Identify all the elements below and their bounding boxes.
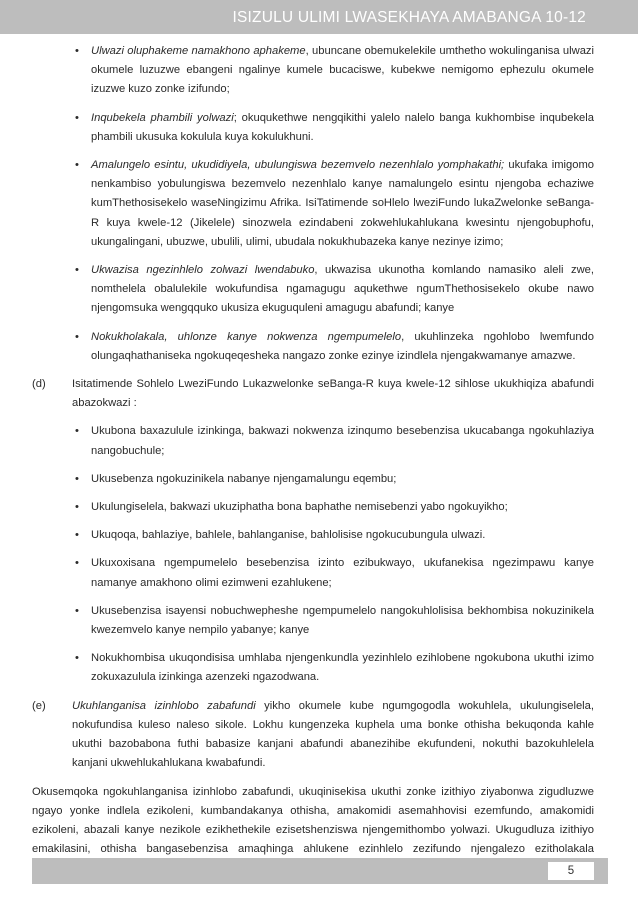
list-item: • Ukuxoxisana ngempumelelo besebenzisa izinto ezibukwayo, ukufanekisa ngezimpawu kanye namanye amakhono olimi ezimweni ezahlukene; — [75, 557, 594, 589]
page-footer — [32, 858, 608, 884]
section-label: (e) — [32, 699, 46, 712]
document-title: ISIZULU ULIMI LWASEKHAYA AMABANGA 10-12 — [232, 9, 586, 26]
list-item: • Ulwazi oluphakeme namakhono aphakeme, ubuncane obemukelekile umthetho wokulinganisa ulwazi okumele luzuzwe ebangeni ngalinye kumele bucaciswe, kubekwe nemigomo ephezulu okumele izuzwe kuzo zonke izifundo; — [75, 45, 595, 96]
closing-paragraph: Okusemqoka ngokuhlanganisa izinhlobo zabafundi, ukuqinisekisa ukuthi zonke izithiyo ziyabonwa zigudluzwe ngayo yonke indlela ezikoleni, kumbandakanya othisha, amakomidi asemahhovisi ezemfundo, amakomidi ezikoleni, abazali kanye nezikole ezikhethekile ezisetshenziswa njengemithombo yolwazi. Ukugudluza izithiyo emakilasini, othisha bangasebenzisa amaqhinga ahlukene ezinhlelo zezifundo njengalezo ezitholakala — [32, 783, 594, 879]
list-item: • Amalungelo esintu, ukudidiyela, ubulungiswa bezemvelo nezenhlalo yomphakathi; ukufaka imigomo nenkambiso yobulungiswa bezemvelo nezenhlalo kanye namalungelo esintu njengoba echaziwe kumThethosisekelo waseNingizimu Afrika. IsiTatimende soHlelo lweziFundo lukaZwelonke seBanga-R kuya kwele-12 (Jikelele) sinozwela ezindabeni zokwehlukahlukana kwesintu njengobuphofu, ukungalingani, ubuzwe, ubulili, ulimi, ubudala nokukhubazeka kanye nezinye izimo; — [75, 159, 594, 248]
page-content — [32, 42, 594, 879]
list-item: • Nokukholakala, uhlonze kanye nokwenza ngempumelelo, ukuhlinzeka ngohlobo lwemfundo olungaqhathaniseka ngokuqeqesheka nangazo zonke ezinye izindlela njengakwamanye amazwe. — [75, 330, 594, 362]
list-item: • Ukuqoqa, bahlaziye, bahlele, bahlanganise, bahlolisise ngokucubungula ulwazi. — [75, 529, 486, 542]
list-item: • Inqubekela phambili yolwazi; okuqukethwe nengqikithi yalelo nalelo banga kukhombise inqubekela phambili ukusuka kokulula kuya kokulukhuni. — [75, 111, 594, 143]
list-item: • Ukwazisa ngezinhlelo zolwazi lwendabuko, ukwazisa ukunotha komlando namasiko aleli zwe, nomthelela obalulekile wokufundisa ngamagugu aqukethwe ngumThethosisekelo okube nawo njengomsuka wengqquko ukusiza ekuguquleni amagugu abafundi; kanye — [75, 264, 594, 315]
section-e-text: yikho okumele kube ngumgogodla wokuhlela, ukulungiselela, nokufundisa kuleso naleso sikole. Lokhu kungenzeka kuphela uma bonke othisha bekuqonda kahle ukuthi bazobabona futhi babasize kanjani abafundi abanezihibe ekufundeni, nokuthi bazokuhlelela kanjani ukwehlukahlukana kwabafundi. — [72, 699, 594, 770]
page-header — [0, 0, 638, 34]
section-e — [32, 697, 594, 774]
list-item: • Ukulungiselela, bakwazi ukuziphatha bona baphathe nemisebenzi yabo ngokuyikho; — [75, 501, 508, 514]
section-e-lead: Ukuhlanganisa izinhlobo zabafundi — [72, 699, 256, 712]
list-item: • Ukubona baxazulule izinkinga, bakwazi nokwenza izinqumo besebenzisa ukucabanga ngokuhlaziya nangobuchule; — [75, 425, 594, 457]
section-d-bullet-list — [32, 422, 594, 687]
list-item: • Ukusebenzisa isayensi nobuchwepheshe ngempumelelo nangokuhlolisisa bekhombisa nokuzinikela kwezemvelo kanye nempilo yabanye; kanye — [75, 604, 594, 637]
section-intro: Isitatimende Sohlelo LweziFundo Lukazwelonke seBanga-R kuya kwele-12 sihlose ukukhiqiza abafundi abazokwazi : — [72, 378, 594, 410]
section-d — [32, 375, 594, 413]
top-bullet-list — [32, 42, 594, 366]
list-item: • Ukusebenza ngokuzinikela nabanye njengamalungu eqembu; — [75, 472, 397, 485]
section-label: (d) — [32, 378, 46, 391]
list-item: • Nokukhombisa ukuqondisisa umhlaba njengenkundla yezinhlelo ezihlobene ngokubona ukuthi izimo zokuxazulula izinkinga azenzeki ngazodwana. — [75, 652, 594, 684]
page-number: 5 — [548, 862, 594, 880]
